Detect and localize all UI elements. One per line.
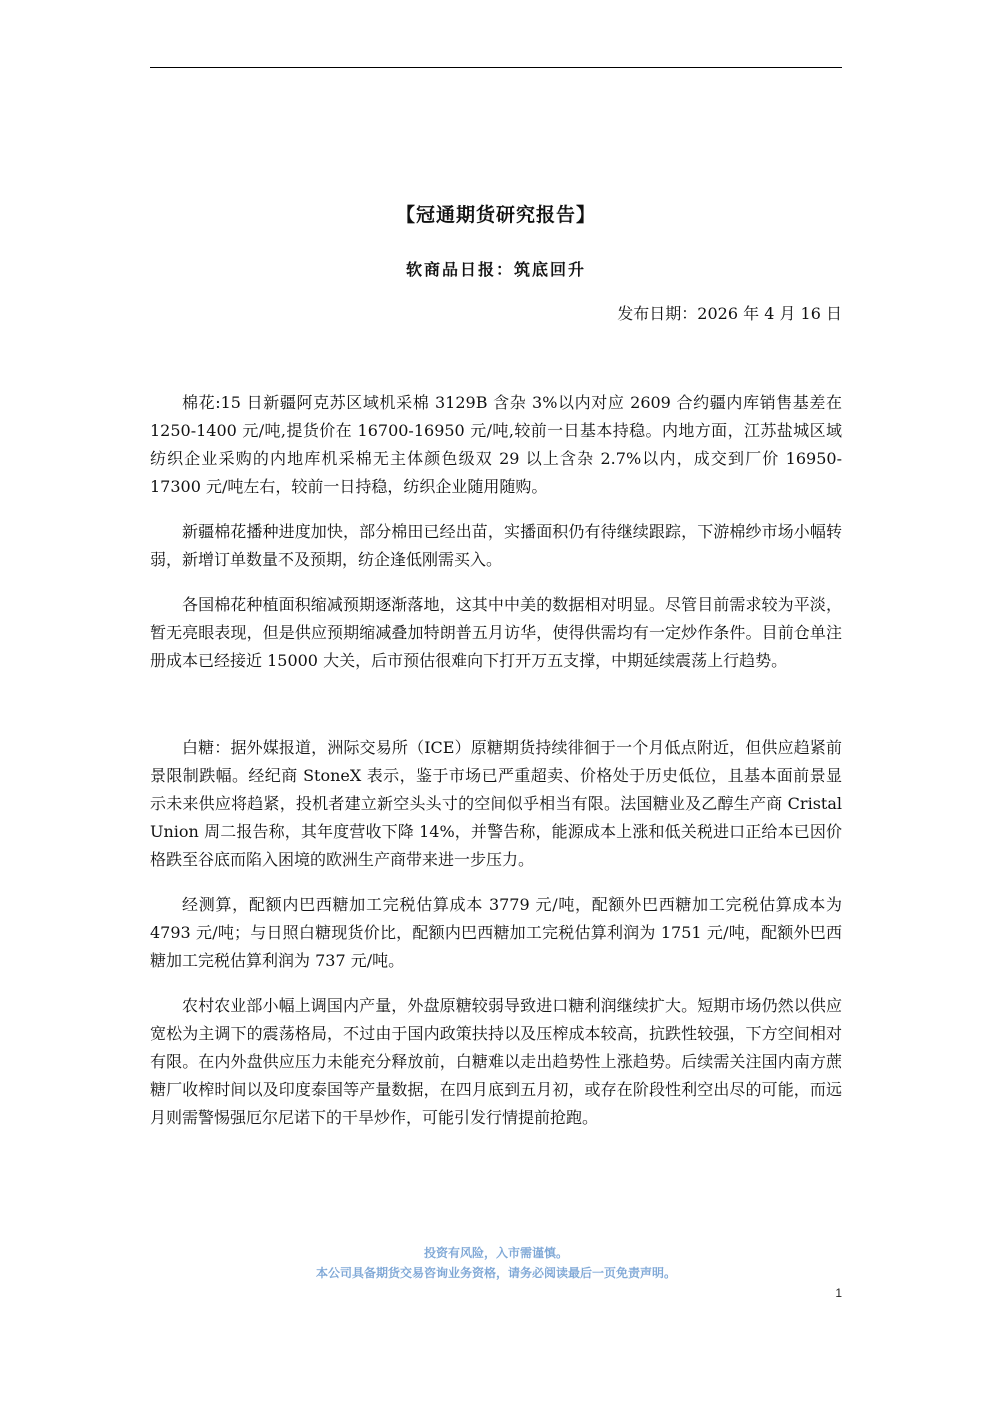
sugar-paragraph: 白糖：据外媒报道，洲际交易所（ICE）原糖期货持续徘徊于一个月低点附近，但供应趋紧前景限制跌幅。经纪商 StoneX 表示，鉴于市场已严重超卖、价格处于历史低位，且基本面前景显示未来供应将趋紧，投机者建立新空头头寸的空间似乎相当有限。法国糖业及乙醇生产商 Cristal Union 周二报告称，其年度营收下降 14%，并警告称，能源成本上涨和低关税进口正给本已因价格跌至谷底而陷入困境的欧洲生产商带来进一步压力。 [150, 738, 842, 869]
section-gap [150, 692, 842, 734]
cotton-paragraph: 棉花:15 日新疆阿克苏区域机采棉 3129B 含杂 3%以内对应 2609 合约疆内库销售基差在 1250-1400 元/吨,提货价在 16700-16950 元/吨,较前一日基本持稳。内地方面，江苏盐城区域纺织企业采购的内地库机采棉无主体颜色级双 29 以上含杂 2.7%以内，成交到厂价 16950-17300 元/吨左右，较前一日持稳，纺织企业随用随购。 [150, 393, 842, 496]
footer-notice [150, 1243, 842, 1283]
report-subtitle: 软商品日报：筑底回升 [405, 260, 586, 279]
disclaimer-notice: 本公司具备期货交易咨询业务资格，请务必阅读最后一页免责声明。 [315, 1266, 676, 1280]
publish-date: 发布日期：2026 年 4 月 16 日 [617, 304, 842, 323]
sugar-paragraph: 经测算，配额内巴西糖加工完税估算成本 3779 元/吨，配额外巴西糖加工完税估算成本为 4793 元/吨；与日照白糖现货价比，配额内巴西糖加工完税估算利润为 1751 元/吨，配额外巴西糖加工完税估算利润为 737 元/吨。 [150, 895, 842, 970]
cotton-paragraph: 各国棉花种植面积缩减预期逐渐落地，这其中中美的数据相对明显。尽管目前需求较为平淡，暂无亮眼表现，但是供应预期缩减叠加特朗普五月访华，使得供需均有一定炒作条件。目前仓单注册成本已经接近 15000 大关，后市预估很难向下打开万五支撑，中期延续震荡上行趋势。 [150, 595, 842, 670]
page-number: 1 [835, 1286, 842, 1300]
cotton-section [150, 389, 842, 675]
header-rule [150, 67, 842, 68]
sugar-paragraph: 农村农业部小幅上调国内产量，外盘原糖较弱导致进口糖利润继续扩大。短期市场仍然以供应宽松为主调下的震荡格局，不过由于国内政策扶持以及压榨成本较高，抗跌性较强，下方空间相对有限。在内外盘供应压力未能充分释放前，白糖难以走出趋势性上涨趋势。后续需关注国内南方蔗糖厂收榨时间以及印度泰国等产量数据，在四月底到五月初，或存在阶段性利空出尽的可能，而远月则需警惕强厄尔尼诺下的干旱炒作，可能引发行情提前抢跑。 [150, 996, 842, 1127]
report-title: 【冠通期货研究报告】 [395, 204, 596, 226]
report-body [150, 389, 842, 1149]
risk-warning: 投资有风险，入市需谨慎。 [423, 1246, 568, 1260]
sugar-section [150, 734, 842, 1132]
cotton-paragraph: 新疆棉花播种进度加快，部分棉田已经出苗，实播面积仍有待继续跟踪，下游棉纱市场小幅转弱，新增订单数量不及预期，纺企逢低刚需买入。 [150, 522, 842, 569]
